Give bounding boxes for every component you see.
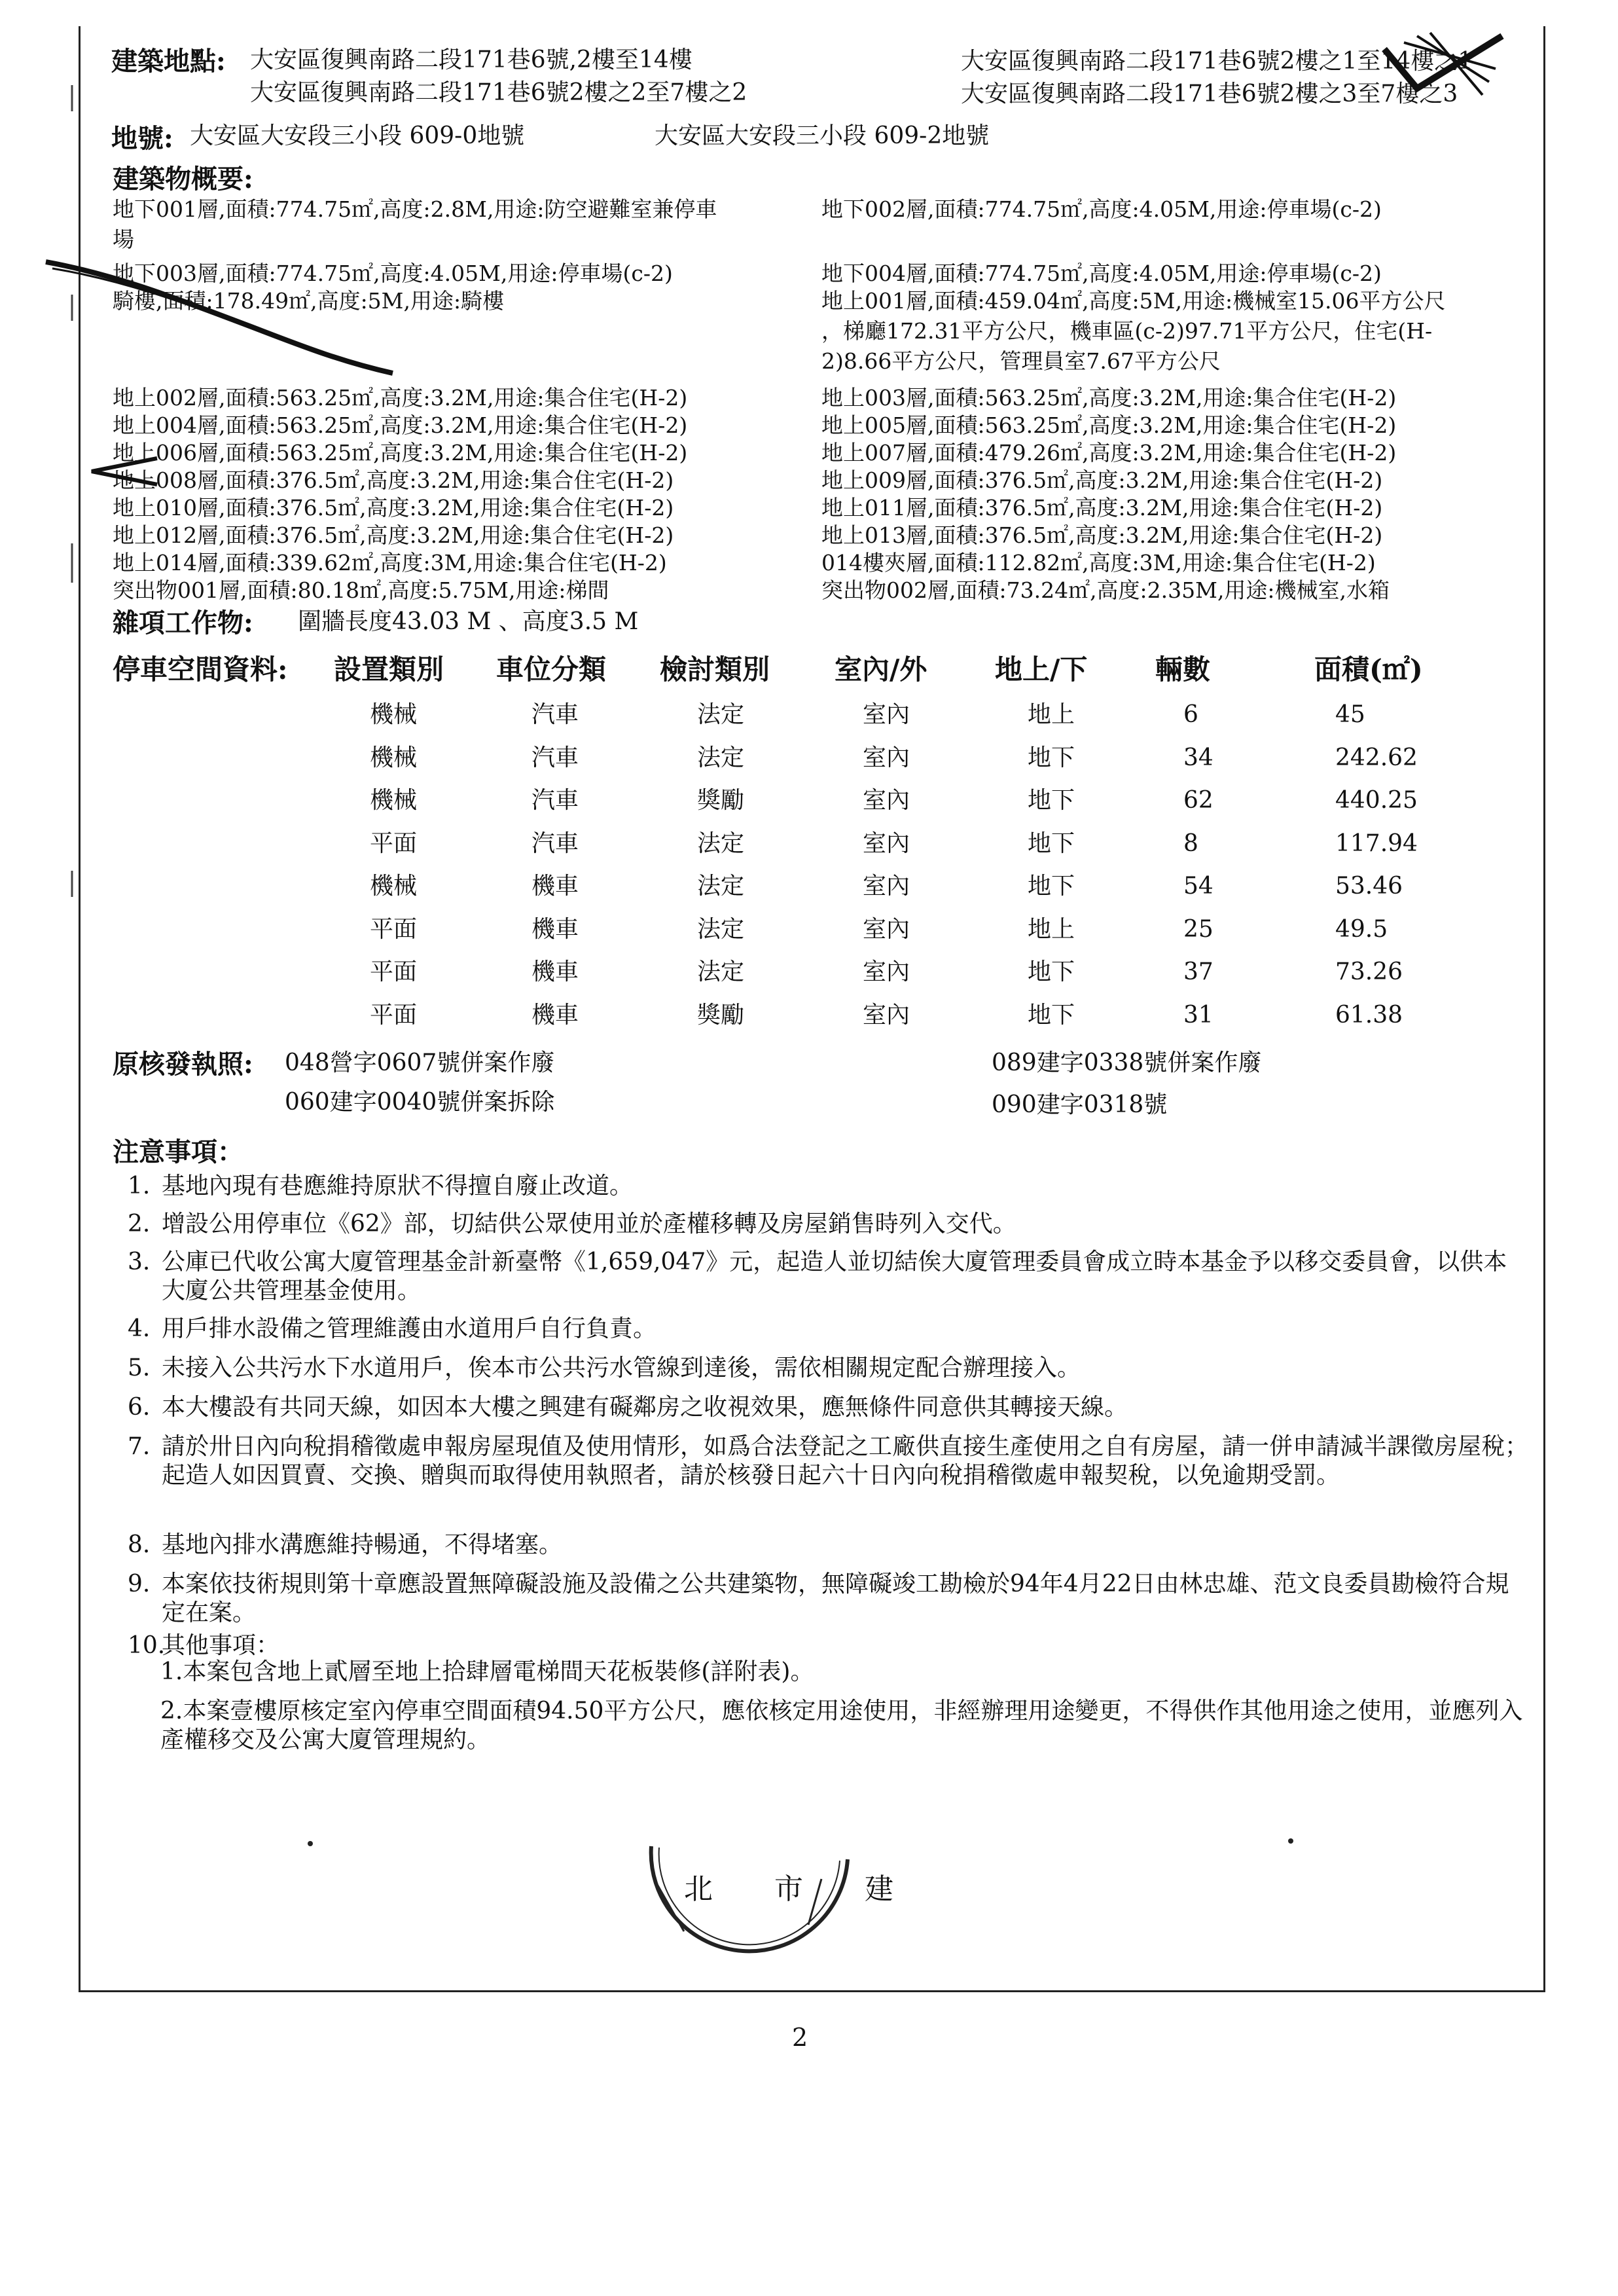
overview-f14: 地上014層,面積:339.62㎡,高度:3M,用途:集合住宅(H-2): [113, 550, 667, 575]
site-address-2: 大安區復興南路二段171巷6號2樓之1至14樓之1: [961, 48, 1473, 75]
parking-cell: 機車: [531, 915, 579, 943]
parking-cell: 地上: [1028, 915, 1075, 943]
overview-f11: 地上011層,面積:376.5㎡,高度:3.2M,用途:集合住宅(H-2): [821, 495, 1383, 520]
parking-cell: 地下: [1028, 787, 1075, 814]
overview-f2: 地上002層,面積:563.25㎡,高度:3.2M,用途:集合住宅(H-2): [113, 385, 688, 410]
parking-cell: 61.38: [1335, 1001, 1403, 1029]
parking-header-cell: 檢討類別: [660, 653, 770, 685]
note-item: [128, 1354, 1528, 1383]
overview-b1-cont: 場: [113, 227, 134, 252]
overview-p2: 突出物002層,面積:73.24㎡,高度:2.35M,用途:機械室,水箱: [821, 577, 1390, 603]
overview-p1: 突出物001層,面積:80.18㎡,高度:5.75M,用途:梯間: [113, 577, 609, 603]
parking-cell: 機車: [531, 1001, 579, 1029]
parking-cell: 31: [1183, 1001, 1214, 1029]
overview-f8: 地上008層,面積:376.5㎡,高度:3.2M,用途:集合住宅(H-2): [113, 467, 674, 493]
note-number: 7.: [128, 1433, 151, 1460]
overview-b4: 地下004層,面積:774.75㎡,高度:4.05M,用途:停車場(c-2): [821, 261, 1382, 286]
misc-value: 圍牆長度43.03 M 、高度3.5 M: [298, 608, 639, 635]
overview-b2: 地下002層,面積:774.75㎡,高度:4.05M,用途:停車場(c-2): [821, 196, 1382, 222]
parking-cell: 37: [1183, 958, 1214, 985]
parking-header-cell: 地上/下: [995, 653, 1088, 685]
parking-label: 停車空間資料:: [113, 653, 288, 685]
overview-f6: 地上006層,面積:563.25㎡,高度:3.2M,用途:集合住宅(H-2): [113, 440, 688, 465]
note-number: 5.: [128, 1355, 151, 1381]
note-text: 請於卅日內向稅捐稽徵處申報房屋現值及使用情形，如爲合法登記之工廠供直接生產使用之自有房屋，請一併申請減半課徵房屋稅；起造人如因買賣、交換、贈與而取得使用執照者，請於核發日起六十日內向稅捐稽徵處申報契稅，以免逾期受罰。: [162, 1433, 1529, 1489]
note-item: [128, 1210, 1528, 1239]
parking-cell: 室內: [863, 787, 910, 814]
arrow-mark: [85, 452, 164, 491]
overview-f7: 地上007層,面積:479.26㎡,高度:3.2M,用途:集合住宅(H-2): [821, 440, 1397, 465]
original-license-item: 060建字0040號併案拆除: [285, 1089, 555, 1116]
overview-label: 建築物概要:: [113, 164, 253, 194]
parking-cell: 法定: [697, 829, 745, 857]
overview-f13: 地上013層,面積:376.5㎡,高度:3.2M,用途:集合住宅(H-2): [821, 522, 1383, 548]
overview-f14-mezzanine: 014樓夾層,面積:112.82㎡,高度:3M,用途:集合住宅(H-2): [821, 550, 1376, 575]
parking-cell: 地下: [1028, 744, 1075, 771]
original-license-label: 原核發執照:: [113, 1049, 253, 1080]
overview-b1: 地下001層,面積:774.75㎡,高度:2.8M,用途:防空避難室兼停車: [113, 196, 717, 222]
site-address-3: 大安區復興南路二段171巷6號2樓之2至7樓之2: [250, 79, 747, 106]
overview-f4: 地上004層,面積:563.25㎡,高度:3.2M,用途:集合住宅(H-2): [113, 412, 688, 438]
note-text: 基地內現有巷應維持原狀不得擅自廢止改道。: [162, 1173, 634, 1199]
parking-header-cell: 面積(㎡): [1314, 653, 1423, 685]
note-number: 3.: [128, 1248, 151, 1275]
note-text: 基地內排水溝應維持暢通，不得堵塞。: [162, 1531, 563, 1558]
parking-cell: 法定: [697, 958, 745, 985]
overview-f9: 地上009層,面積:376.5㎡,高度:3.2M,用途:集合住宅(H-2): [821, 467, 1383, 493]
parking-cell: 法定: [697, 873, 745, 900]
parking-cell: 54: [1183, 873, 1214, 900]
note-text: 本大樓設有共同天線，如因本大樓之興建有礙鄰房之收視效果，應無條件同意供其轉接天線。: [162, 1394, 1128, 1421]
parking-cell: 機車: [531, 873, 579, 900]
note-text: 用戶排水設備之管理維護由水道用戶自行負責。: [162, 1315, 657, 1342]
note-item: [128, 1570, 1528, 1628]
parking-cell: 34: [1183, 744, 1214, 771]
note-item: [128, 1531, 1528, 1559]
overview-f1-b: ，梯廳172.31平方公尺，機車區(c-2)97.71平方公尺，住宅(H-: [821, 318, 1433, 344]
overview-b3: 地下003層,面積:774.75㎡,高度:4.05M,用途:停車場(c-2): [113, 261, 673, 286]
parking-cell: 25: [1183, 915, 1214, 943]
parking-header-cell: 車位分類: [496, 653, 607, 685]
site-label: 建築地點:: [111, 46, 226, 77]
parking-cell: 地下: [1028, 873, 1075, 900]
parking-cell: 平面: [370, 915, 418, 943]
note-number: 10.: [128, 1632, 166, 1659]
lot-1: 大安區大安段三小段 609-0地號: [190, 122, 525, 149]
dot-mark: [1288, 1838, 1293, 1844]
parking-cell: 室內: [863, 744, 910, 771]
parking-cell: 117.94: [1335, 829, 1418, 857]
note-number: 2.: [128, 1211, 151, 1237]
parking-cell: 機械: [370, 873, 418, 900]
parking-cell: 室內: [863, 915, 910, 943]
seal-text: 北 市 建: [684, 1872, 920, 1906]
parking-cell: 73.26: [1335, 958, 1403, 985]
parking-cell: 地上: [1028, 701, 1075, 728]
note-number: 6.: [128, 1394, 151, 1421]
note-text: 公庫已代收公寓大廈管理基金計新臺幣《1,659,047》元，起造人並切結俟大廈管理委員會成立時本基金予以移交委員會，以供本大廈公共管理基金使用。: [162, 1248, 1507, 1304]
parking-cell: 62: [1183, 787, 1214, 814]
parking-cell: 機械: [370, 787, 418, 814]
margin-tick-marks: [65, 85, 79, 1002]
original-license-item: 089建字0338號併案作廢: [992, 1049, 1262, 1076]
note-number: 4.: [128, 1315, 151, 1342]
note-item: [128, 1393, 1528, 1422]
parking-cell: 汽車: [531, 701, 579, 728]
original-license-item: 090建字0318號: [992, 1091, 1168, 1118]
note-number: 1.: [128, 1173, 151, 1199]
sub-note-1: 1.本案包含地上貳層至地上拾肆層電梯間天花板裝修(詳附表)。: [160, 1658, 814, 1685]
note-item: [128, 1432, 1528, 1490]
site-address-1: 大安區復興南路二段171巷6號,2樓至14樓: [250, 46, 692, 73]
parking-cell: 平面: [370, 1001, 418, 1029]
parking-cell: 獎勵: [697, 1001, 745, 1029]
overview-f12: 地上012層,面積:376.5㎡,高度:3.2M,用途:集合住宅(H-2): [113, 522, 674, 548]
official-seal: [645, 1833, 920, 1990]
parking-cell: 45: [1335, 701, 1365, 728]
parking-cell: 440.25: [1335, 787, 1418, 814]
parking-cell: 8: [1183, 829, 1198, 857]
parking-header-cell: 輛數: [1155, 653, 1211, 685]
note-item: [128, 1248, 1528, 1305]
overview-f5: 地上005層,面積:563.25㎡,高度:3.2M,用途:集合住宅(H-2): [821, 412, 1397, 438]
parking-header-cell: 設置類別: [334, 653, 444, 685]
parking-cell: 法定: [697, 915, 745, 943]
parking-cell: 室內: [863, 873, 910, 900]
parking-cell: 平面: [370, 829, 418, 857]
lot-2: 大安區大安段三小段 609-2地號: [655, 122, 990, 149]
parking-cell: 室內: [863, 958, 910, 985]
parking-cell: 機械: [370, 701, 418, 728]
parking-cell: 汽車: [531, 787, 579, 814]
overview-f1-a: 地上001層,面積:459.04㎡,高度:5M,用途:機械室15.06平方公尺: [821, 288, 1446, 314]
note-text: 未接入公共污水下水道用戶，俟本市公共污水管線到達後，需依相關規定配合辦理接入。: [162, 1355, 1081, 1381]
parking-cell: 53.46: [1335, 873, 1403, 900]
parking-cell: 6: [1183, 701, 1198, 728]
overview-f3: 地上003層,面積:563.25㎡,高度:3.2M,用途:集合住宅(H-2): [821, 385, 1397, 410]
parking-cell: 49.5: [1335, 915, 1388, 943]
overview-f1-c: 2)8.66平方公尺，管理員室7.67平方公尺: [821, 348, 1221, 374]
parking-cell: 汽車: [531, 829, 579, 857]
overview-arcade: 騎樓,面積:178.49㎡,高度:5M,用途:騎樓: [113, 288, 505, 314]
dot-mark: [308, 1841, 313, 1846]
parking-cell: 室內: [863, 1001, 910, 1029]
misc-label: 雜項工作物:: [113, 608, 253, 638]
note-item: [128, 1172, 1528, 1201]
notes-label: 注意事項：: [113, 1137, 243, 1167]
lot-label: 地號:: [111, 123, 173, 154]
ink-scribble: [39, 249, 406, 380]
note-number: 8.: [128, 1531, 151, 1558]
note-text: 增設公用停車位《62》部，切結供公眾使用並於產權移轉及房屋銷售時列入交代。: [162, 1211, 1016, 1237]
parking-cell: 法定: [697, 744, 745, 771]
parking-cell: 平面: [370, 958, 418, 985]
site-address-4: 大安區復興南路二段171巷6號2樓之3至7樓之3: [961, 81, 1458, 107]
parking-cell: 地下: [1028, 1001, 1075, 1029]
parking-cell: 地下: [1028, 829, 1075, 857]
parking-header-cell: 室內/外: [835, 653, 927, 685]
note-item: [128, 1315, 1528, 1343]
parking-cell: 汽車: [531, 744, 579, 771]
parking-cell: 法定: [697, 701, 745, 728]
parking-cell: 室內: [863, 701, 910, 728]
overview-f10: 地上010層,面積:376.5㎡,高度:3.2M,用途:集合住宅(H-2): [113, 495, 674, 520]
check-mark: [1378, 29, 1509, 108]
parking-cell: 地下: [1028, 958, 1075, 985]
parking-cell: 室內: [863, 829, 910, 857]
parking-cell: 獎勵: [697, 787, 745, 814]
parking-cell: 機械: [370, 744, 418, 771]
note-number: 9.: [128, 1571, 151, 1597]
note-item: [128, 1631, 1528, 1660]
note-text: 其他事項：: [162, 1632, 280, 1659]
original-license-item: 048營字0607號併案作廢: [285, 1049, 555, 1076]
sub-note-2: 2.本案壹樓原核定室內停車空間面積94.50平方公尺，應依核定用途使用，非經辦理用途變更，不得供作其他用途之使用，並應列入產權移交及公寓大廈管理規約。: [160, 1698, 1523, 1753]
page-number: 2: [792, 2023, 808, 2052]
parking-cell: 242.62: [1335, 744, 1418, 771]
parking-cell: 機車: [531, 958, 579, 985]
note-text: 本案依技術規則第十章應設置無障礙設施及設備之公共建築物，無障礙竣工勘檢於94年4月22日由林忠雄、范文良委員勘檢符合規定在案。: [162, 1571, 1509, 1626]
